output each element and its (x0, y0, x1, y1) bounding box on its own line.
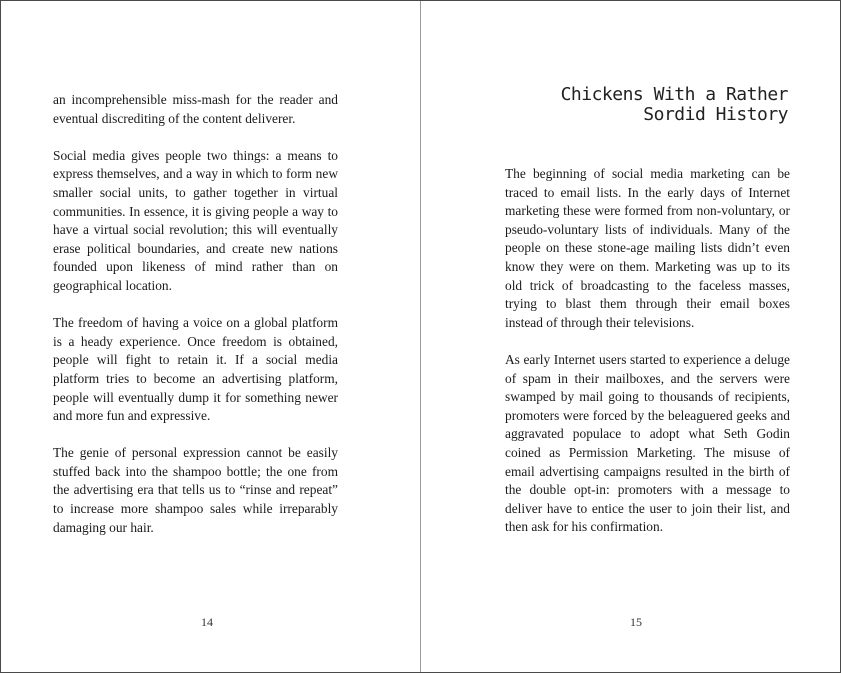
right-page-body (505, 165, 790, 555)
chapter-title-line-2: Sordid History (643, 104, 788, 125)
left-page (1, 1, 420, 672)
left-paragraph-2: Social media gives people two things: a means to express themselves, and a way in which to form new smaller social units, to gather together in virtual communities. In essence, it is giving people a way to have a virtual social revolution; this will eventually erase political boundaries, and create new nations founded upon likeness of mind rather than on geographical location. (53, 147, 338, 293)
left-page-number: 14 (201, 615, 213, 629)
right-page (421, 1, 840, 672)
left-page-body (53, 91, 338, 556)
chapter-title (538, 85, 788, 125)
left-paragraph-1: an incomprehensible miss-mash for the reader and eventual discrediting of the content deliverer. (53, 92, 338, 126)
chapter-title-line-1: Chickens With a Rather (560, 84, 788, 105)
left-paragraph-3: The freedom of having a voice on a global platform is a heady experience. Once freedom is obtained, people will fight to retain it. If a social media platform tries to become an advertising platform, people will eventually dump it for something newer and more fun and expressive. (53, 315, 338, 424)
right-paragraph-1: The beginning of social media marketing can be traced to email lists. In the early days of Internet marketing these were formed from non-voluntary, or pseudo-voluntary lists of individuals. Many of the people on these stone-age mailing lists didn’t even know they were on them. Marketing was up to its old trick of broadcasting to the faceless masses, trying to blast them through their email boxes instead of through their televisions. (505, 166, 790, 330)
left-paragraph-4: The genie of personal expression cannot be easily stuffed back into the shampoo bottle; the one from the advertising era that tells us to “rinse and repeat” to increase more shampoo sales while irreparably damaging our hair. (53, 445, 338, 535)
right-page-number: 15 (630, 615, 642, 629)
right-paragraph-2: As early Internet users started to experience a deluge of spam in their mailboxes, and the servers were swamped by mail going to thousands of recipients, promoters were forced by the beleaguered geeks and aggravated populace to adopt what Seth Godin coined as Permission Marketing. The misuse of email advertising campaigns resulted in the birth of the double opt-in: promoters with a message to deliver have to entice the user to join their list, and then ask for his confirmation. (505, 351, 790, 535)
